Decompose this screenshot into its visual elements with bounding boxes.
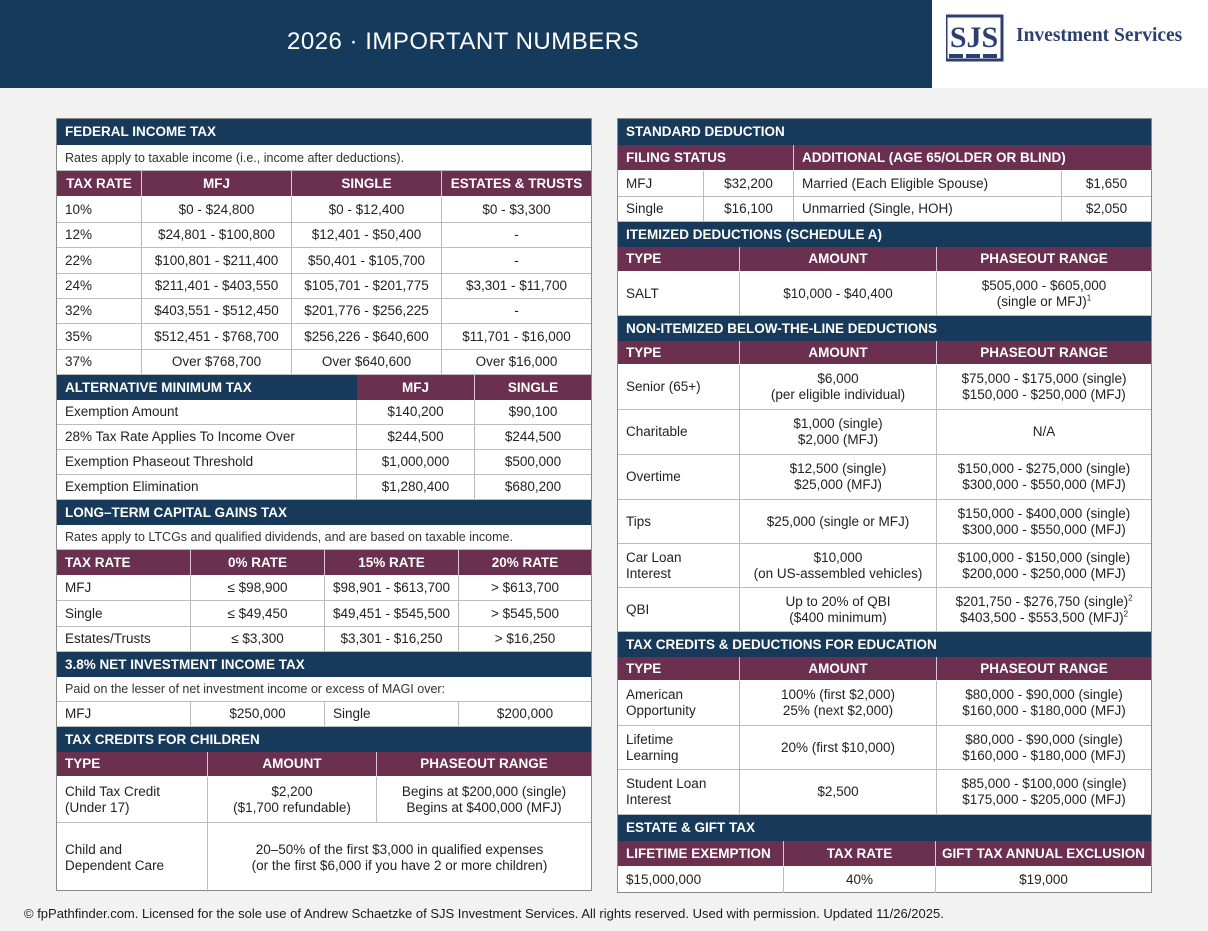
amt-mfj-cell: $244,500 — [357, 425, 475, 449]
single-cell: $0 - $12,400 — [292, 197, 442, 222]
single-cell: $256,226 - $640,600 — [292, 324, 442, 349]
ni-amount-line1: $12,500 (single) — [789, 461, 887, 476]
ni-amount-line2: $25,000 (MFJ) — [794, 477, 882, 492]
salt-type: SALT — [618, 272, 740, 315]
ltcg-15-cell: $3,301 - $16,250 — [325, 627, 459, 651]
single-cell: $50,401 - $105,700 — [292, 248, 442, 273]
niit-title: 3.8% NET INVESTMENT INCOME TAX — [65, 656, 305, 672]
edu-phase-line2: $160,000 - $180,000 (MFJ) — [962, 747, 1126, 763]
col-amount: AMOUNT — [740, 247, 937, 271]
edu-amount — [740, 681, 937, 725]
ltcg-title: LONG–TERM CAPITAL GAINS TAX — [65, 504, 288, 520]
estates-cell: $3,301 - $11,700 — [465, 278, 568, 293]
table-row — [618, 410, 1151, 455]
ni-amount — [740, 365, 937, 409]
col-phaseout: PHASEOUT RANGE — [420, 756, 548, 771]
children-column-header — [57, 752, 591, 777]
ni-phase-line1: $150,000 - $400,000 (single) — [957, 505, 1131, 521]
col-type: TYPE — [57, 752, 208, 776]
ni-amount-line2: ($400 minimum) — [789, 609, 887, 625]
ltcg-note: Rates apply to LTCGs and qualified dividends, and are based on taxable income. — [65, 530, 513, 544]
niit-mfj-value: $250,000 — [191, 702, 325, 726]
header-banner — [0, 0, 932, 88]
col-additional: ADDITIONAL (AGE 65/OLDER OR BLIND) — [802, 149, 1066, 165]
logo-mark-text: SJS — [949, 21, 999, 54]
amt-col-mfj: MFJ — [357, 375, 475, 400]
amt-single-cell: $90,100 — [508, 404, 558, 419]
amt-label: Exemption Elimination — [57, 475, 357, 499]
edu-amount-line1: 100% (first $2,000) — [780, 687, 896, 702]
nonitemized-title: NON-ITEMIZED BELOW-THE-LINE DEDUCTIONS — [626, 320, 937, 336]
education-column-header — [618, 657, 1151, 681]
rate-cell: 37% — [57, 350, 142, 374]
ltcg-section-header — [57, 500, 591, 525]
standard-title: STANDARD DEDUCTION — [626, 124, 785, 139]
single-cell: $201,776 - $256,225 — [292, 299, 442, 323]
edu-phase-line1: $80,000 - $90,000 (single) — [965, 731, 1123, 747]
qbi-phase-single: $201,750 - $276,750 (single) — [955, 593, 1129, 609]
rate-cell: 12% — [57, 223, 142, 247]
mfj-cell: $0 - $24,800 — [142, 197, 292, 222]
ni-amount — [740, 410, 937, 454]
single-cell: Over $640,600 — [292, 350, 442, 374]
federal-note-row — [57, 145, 591, 171]
ni-type-line1: Charitable — [626, 424, 688, 439]
amt-single-cell: $680,200 — [504, 479, 562, 494]
col-single: SINGLE — [292, 171, 442, 196]
ni-phaseout — [937, 410, 1151, 454]
ltcg-column-header — [57, 550, 591, 576]
ni-phase-line1: $75,000 - $175,000 (single) — [961, 371, 1127, 386]
right-panel — [617, 118, 1152, 893]
ni-type — [618, 500, 740, 543]
table-row — [57, 324, 591, 350]
edu-type — [618, 726, 740, 769]
std-status: Single — [618, 197, 704, 221]
table-row — [618, 365, 1151, 410]
edu-phase-line2: $175,000 - $205,000 (MFJ) — [962, 792, 1126, 807]
rate-cell: 32% — [57, 299, 142, 323]
col-gift-exclusion: GIFT TAX ANNUAL EXCLUSION — [941, 845, 1145, 861]
ltcg-20-cell: > $613,700 — [491, 580, 559, 595]
amt-label: Exemption Amount — [57, 400, 357, 424]
ctc-phaseout — [377, 777, 591, 822]
table-row — [57, 475, 591, 500]
ni-phaseout — [937, 588, 1151, 631]
footnote-1: 1 — [1086, 293, 1092, 302]
left-panel — [56, 118, 592, 891]
table-row — [57, 299, 591, 324]
ctc-type — [57, 777, 208, 822]
amt-col-single: SINGLE — [475, 375, 591, 400]
amt-single-cell: $500,000 — [504, 454, 562, 469]
table-row — [57, 400, 591, 425]
col-15-rate: 15% RATE — [325, 550, 459, 575]
edu-phaseout — [937, 681, 1151, 725]
col-mfj: MFJ — [142, 171, 292, 196]
ni-amount — [740, 455, 937, 499]
ni-type — [618, 544, 740, 587]
edu-type-line1: American — [626, 687, 684, 702]
ni-phaseout — [937, 500, 1151, 543]
niit-mfj-label: MFJ — [57, 702, 191, 726]
rate-cell: 10% — [57, 197, 142, 222]
ltcg-15-cell: $49,451 - $545,500 — [325, 601, 459, 626]
ni-amount-line2: (per eligible individual) — [770, 387, 906, 402]
ni-phase-line2: $300,000 - $550,000 (MFJ) — [962, 521, 1126, 537]
footnote-2: 2 — [1123, 609, 1129, 618]
table-row — [57, 823, 591, 892]
cdc-desc-line2: (or the first $6,000 if you have 2 or more children) — [251, 857, 548, 873]
edu-type — [618, 770, 740, 814]
ni-type-line1: QBI — [626, 601, 650, 617]
col-tax-rate: TAX RATE — [784, 841, 936, 866]
edu-type-line2: Learning — [626, 747, 679, 763]
edu-type-line2: Interest — [626, 792, 672, 807]
table-row — [57, 223, 591, 248]
ni-type-line1: Overtime — [626, 469, 681, 484]
edu-amount-line2: 25% (next $2,000) — [782, 703, 894, 718]
ltcg-15-cell: $98,901 - $613,700 — [325, 576, 459, 600]
ni-type — [618, 455, 740, 499]
ni-type-line1: Tips — [626, 513, 652, 529]
cdc-desc-line1: 20–50% of the first $3,000 in qualified expenses — [255, 841, 544, 857]
ni-amount — [740, 544, 937, 587]
mfj-cell: $100,801 - $211,400 — [142, 248, 292, 273]
table-row — [57, 274, 591, 299]
ctc-type-line2: (Under 17) — [65, 799, 130, 815]
cdc-type — [57, 823, 208, 892]
federal-column-header — [57, 171, 591, 197]
amt-mfj-cell: $1,000,000 — [357, 450, 475, 474]
ltcg-20-cell: > $16,250 — [494, 631, 556, 646]
footer-copyright: © fpPathfinder.com. Licensed for the sole use of Andrew Schaetzke of SJS Investment Services. All rights reserved. Used with permission. Updated 11/26/2025. — [24, 906, 944, 921]
table-row — [618, 500, 1151, 544]
ni-type-line1: Senior (65+) — [626, 379, 701, 394]
std-amount: $32,200 — [704, 171, 794, 196]
federal-section-header — [57, 119, 591, 145]
table-row — [618, 770, 1151, 815]
niit-section-header — [57, 652, 591, 677]
ni-phaseout — [937, 365, 1151, 409]
ni-phase-line1 — [955, 594, 1132, 610]
rate-cell: 22% — [57, 248, 142, 273]
ni-phase-line2: $150,000 - $250,000 (MFJ) — [962, 387, 1126, 402]
estate-exemption: $15,000,000 — [618, 867, 784, 893]
edu-phase-line2: $160,000 - $180,000 (MFJ) — [962, 703, 1126, 718]
ctc-phase-line2: Begins at $400,000 (MFJ) — [406, 799, 562, 815]
table-row — [57, 450, 591, 475]
ctc-amount — [208, 777, 377, 822]
itemized-section-header — [618, 222, 1151, 247]
ctc-phase-line1: Begins at $200,000 (single) — [401, 783, 567, 799]
table-row — [57, 702, 591, 727]
niit-single-value: $200,000 — [496, 706, 554, 721]
itemized-title: ITEMIZED DEDUCTIONS (SCHEDULE A) — [626, 226, 882, 242]
single-cell: $105,701 - $201,775 — [292, 274, 442, 298]
sjs-logo-icon — [946, 14, 1004, 64]
ltcg-0-cell: ≤ $3,300 — [191, 627, 325, 651]
col-phaseout: PHASEOUT RANGE — [980, 344, 1108, 360]
rate-cell: 35% — [57, 324, 142, 349]
col-lifetime-exemption: LIFETIME EXEMPTION — [618, 841, 784, 866]
education-section-header — [618, 632, 1151, 657]
amt-section-header — [57, 375, 591, 400]
ni-phase-line1: N/A — [1032, 424, 1056, 439]
standard-column-header — [618, 145, 1151, 171]
ltcg-status: Single — [57, 601, 191, 626]
edu-type-line2: Opportunity — [626, 703, 696, 718]
ni-amount-line2: $2,000 (MFJ) — [797, 432, 879, 447]
estate-rate: 40% — [784, 867, 936, 893]
standard-section-header — [618, 119, 1151, 145]
cdc-description — [208, 823, 591, 892]
col-amount: AMOUNT — [208, 752, 377, 776]
salt-phase-line2 — [997, 294, 1091, 310]
estate-title: ESTATE & GIFT TAX — [626, 820, 755, 835]
ni-phase-line2 — [960, 610, 1128, 626]
ctc-amount-line1: $2,200 — [271, 783, 313, 799]
table-row — [618, 272, 1151, 316]
mfj-cell: Over $768,700 — [142, 350, 292, 374]
edu-type-line1: Lifetime — [626, 731, 674, 747]
table-row — [618, 544, 1151, 588]
edu-type-line1: Student Loan — [626, 776, 707, 791]
col-type: TYPE — [618, 247, 740, 271]
estate-column-header — [618, 841, 1151, 867]
col-estates: ESTATES & TRUSTS — [450, 175, 583, 191]
col-filing-status: FILING STATUS — [618, 145, 794, 170]
ni-amount — [740, 588, 937, 631]
ni-amount-line1: $6,000 — [817, 371, 859, 386]
table-row — [618, 455, 1151, 500]
salt-phaseout — [937, 272, 1151, 315]
mfj-cell: $211,401 - $403,550 — [142, 274, 292, 298]
ni-amount-line1: $25,000 (single or MFJ) — [766, 513, 910, 529]
niit-note: Paid on the lesser of net investment income or excess of MAGI over: — [65, 682, 446, 696]
table-row — [57, 627, 591, 652]
edu-phase-line1: $80,000 - $90,000 (single) — [965, 687, 1123, 702]
estates-cell: - — [514, 252, 519, 268]
ni-type-line1: Car Loan — [626, 549, 682, 565]
ltcg-note-row — [57, 525, 591, 550]
table-row — [57, 248, 591, 274]
estates-cell: Over $16,000 — [475, 354, 558, 369]
ni-amount-line2: (on US-assembled vehicles) — [753, 565, 923, 581]
estate-section-header — [618, 815, 1151, 841]
std-status: MFJ — [618, 171, 704, 196]
table-row — [57, 777, 591, 823]
rate-cell: 24% — [57, 274, 142, 298]
col-phaseout: PHASEOUT RANGE — [980, 251, 1108, 266]
ni-phase-line1: $150,000 - $275,000 (single) — [957, 461, 1131, 476]
edu-type — [618, 681, 740, 725]
amt-label: 28% Tax Rate Applies To Income Over — [57, 425, 357, 449]
table-row — [618, 867, 1151, 893]
estates-cell: $11,701 - $16,000 — [462, 328, 571, 344]
amt-label: Exemption Phaseout Threshold — [57, 450, 357, 474]
col-type: TYPE — [618, 341, 740, 364]
ni-phase-line1: $100,000 - $150,000 (single) — [957, 549, 1131, 565]
ni-phaseout — [937, 455, 1151, 499]
ni-amount-line1: Up to 20% of QBI — [785, 593, 891, 609]
col-phaseout: PHASEOUT RANGE — [980, 660, 1108, 676]
estates-cell: $0 - $3,300 — [482, 201, 551, 217]
itemized-column-header — [618, 247, 1151, 272]
mfj-cell: $24,801 - $100,800 — [142, 223, 292, 247]
edu-amount — [740, 726, 937, 769]
std-additional-amount: $1,650 — [1085, 175, 1128, 191]
ni-phase-line2: $200,000 - $250,000 (MFJ) — [962, 565, 1126, 581]
ltcg-0-cell: ≤ $98,900 — [191, 576, 325, 600]
ctc-amount-line2: ($1,700 refundable) — [233, 799, 351, 815]
mfj-cell: $512,451 - $768,700 — [142, 324, 292, 349]
nonitemized-section-header — [618, 316, 1151, 341]
col-tax-rate: TAX RATE — [57, 550, 191, 575]
std-additional-amount: $2,050 — [1085, 201, 1128, 216]
std-additional-label: Unmarried (Single, HOH) — [794, 197, 1062, 221]
niit-single-label: Single — [325, 702, 459, 726]
children-section-header — [57, 727, 591, 752]
std-additional-label: Married (Each Eligible Spouse) — [794, 171, 1062, 196]
edu-amount — [740, 770, 937, 814]
ni-amount — [740, 500, 937, 543]
table-row — [618, 726, 1151, 770]
estates-cell: - — [514, 227, 519, 242]
cdc-type-line2: Dependent Care — [65, 857, 165, 873]
table-row — [57, 350, 591, 375]
edu-phaseout — [937, 770, 1151, 814]
table-row — [618, 171, 1151, 197]
ni-type — [618, 588, 740, 631]
table-row — [618, 588, 1151, 632]
edu-phase-line1: $85,000 - $100,000 (single) — [961, 776, 1127, 791]
estates-cell: - — [514, 303, 519, 318]
col-type: TYPE — [618, 657, 740, 680]
ni-phaseout — [937, 544, 1151, 587]
salt-phase-line1: $505,000 - $605,000 — [981, 277, 1107, 293]
footnote-2: 2 — [1128, 593, 1133, 602]
ni-amount-line1: $1,000 (single) — [793, 416, 883, 431]
amt-mfj-cell: $1,280,400 — [357, 475, 475, 499]
col-amount: AMOUNT — [740, 341, 937, 364]
ni-type — [618, 410, 740, 454]
amt-mfj-cell: $140,200 — [357, 400, 475, 424]
salt-amount: $10,000 - $40,400 — [740, 272, 937, 315]
ni-phase-line2: $300,000 - $550,000 (MFJ) — [962, 477, 1126, 492]
children-title: TAX CREDITS FOR CHILDREN — [65, 731, 260, 747]
col-amount: AMOUNT — [740, 657, 937, 680]
page-title: 2026 · IMPORTANT NUMBERS — [287, 28, 640, 55]
amt-single-cell: $244,500 — [504, 429, 562, 444]
education-title: TAX CREDITS & DEDUCTIONS FOR EDUCATION — [626, 636, 937, 652]
logo-text: Investment Services — [1016, 25, 1183, 46]
nonitemized-column-header — [618, 341, 1151, 365]
salt-phase-text: (single or MFJ) — [996, 293, 1087, 309]
table-row — [57, 197, 591, 223]
ni-type-line2: Interest — [626, 565, 672, 581]
ni-type — [618, 365, 740, 409]
niit-note-row — [57, 677, 591, 702]
table-row — [57, 601, 591, 627]
cdc-type-line1: Child and — [65, 841, 123, 857]
ltcg-0-cell: ≤ $49,450 — [191, 601, 325, 626]
col-0-rate: 0% RATE — [191, 550, 325, 575]
col-tax-rate: TAX RATE — [57, 171, 142, 196]
ltcg-status: Estates/Trusts — [57, 627, 191, 651]
std-amount: $16,100 — [704, 197, 794, 221]
amt-title: ALTERNATIVE MINIMUM TAX — [57, 375, 357, 400]
qbi-phase-mfj: $403,500 - $553,500 (MFJ) — [959, 609, 1124, 625]
table-row — [618, 197, 1151, 222]
ni-amount-line1: $10,000 — [813, 549, 863, 565]
gift-exclusion: $19,000 — [1019, 872, 1068, 887]
edu-amount-line1: $2,500 — [817, 784, 859, 799]
ltcg-status: MFJ — [57, 576, 191, 600]
mfj-cell: $403,551 - $512,450 — [142, 299, 292, 323]
col-20-rate: 20% RATE — [491, 554, 559, 570]
single-cell: $12,401 - $50,400 — [292, 223, 442, 247]
federal-title: FEDERAL INCOME TAX — [65, 124, 217, 139]
edu-amount-line1: 20% (first $10,000) — [780, 739, 896, 755]
logo — [932, 0, 1208, 88]
federal-note: Rates apply to taxable income (i.e., income after deductions). — [65, 150, 405, 165]
edu-phaseout — [937, 726, 1151, 769]
table-row — [57, 425, 591, 450]
ctc-type-line1: Child Tax Credit — [65, 783, 161, 799]
table-row — [618, 681, 1151, 726]
table-row — [57, 576, 591, 601]
ltcg-20-cell: > $545,500 — [491, 605, 559, 621]
